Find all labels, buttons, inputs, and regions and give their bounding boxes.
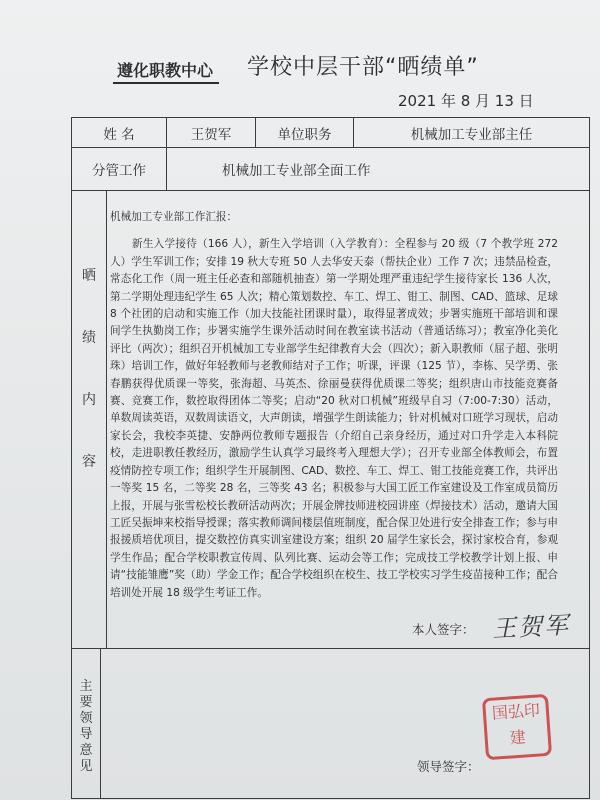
report-body: 新生入学接待（166 人），新生入学培训（入学教育）：全程参与 20 级（7 个教学班 272 人）学生军训工作；安排 19 秋大专班 50 人去华安天泰（帮扶企业）工作 7 次；违禁品检查，常态化工作（周一班主任必查和部随机抽查）第一学期处理严重违纪学生接待家长 136 人次，第二学期处理违纪学生 65 人次；精心策划数控、车工、焊工、钳工、制图、CAD、篮球、足球 8 个社团的启动和实施工作（加大技能社团课时量），取得显著成效；步署实施班干部培训和课间学生执勤岗工作；步署实施学生课外活动时间在教室读书活动（普通话练习）；教室净化美化评比（两次）；组织召开机械加工专业部学生纪律教育大会（四次）；新入职教师（屈子超、张明珠）培训工作，做好年轻教师与老教师结对子工作；听课，评课（125 节），李栋、吴学勇、张春鹏获得优质课一等奖，张海超、马英杰、徐丽曼获得优质课二等奖；组织唐山市技能竞赛备赛、竞赛工作，数控取得团体二等奖；启动“20 秋对口机械”班级早自习（7:00-7:30）活动，单数周读英语，双数周读语文，大声朗读，增强学生朗读能力；针对机械对口班学习现状，启动家长会，我校李英捷、安静两位教师专题报告（介绍自己亲身经历，通过对口升学走入本科院校，走进职教任教经历，激励学生认真学习最终考入理想大学）；召开专业部全体教师会，布置疫情防控专项工作；组织学生开展制图、CAD、数控、车工、焊工、钳工技能竞赛工作，共评出一等奖 15 名，二等奖 28 名，三等奖 43 名；积极参与大国工匠工作室建设及工作室成员简历上报，开展与张雪松校长教研活动两次；开展金牌技师进校园讲座（焊接技术）活动，邀请大国工匠吴振坤来校指导授课；落实教师调间楼层值班制度，配合保卫处进行安全排查工作；参与申报援质培优项目，提交数控仿真实训室建设方案；组织 20 届学生家长会，探讨家校合育，参观学生作品；配合学校职教宣传周、队列比赛、运动会等工作；完成技工学校教学计划上报、申请“技能雏鹰”奖（助）学金工作；配合学校组织在校生、技工学校实习学生疫苗接种工作；配合培训处开展 18 级学生考证工作。 [110, 238, 558, 599]
leader-sign-label: 领导签字： [417, 759, 480, 774]
duty-row [72, 148, 590, 191]
content-row [72, 191, 590, 649]
position-value: 机械加工专业部主任 [354, 118, 590, 148]
content-label: 晒 绩 内 容 [82, 268, 96, 470]
review-label: 主 要 领 导 意 见 [79, 679, 93, 774]
seal-text: 国弘印建 [491, 700, 541, 748]
duty-label: 分管工作 [72, 148, 167, 191]
organization-name: 遵化职教中心 [113, 58, 219, 84]
name-value: 王贺军 [167, 118, 256, 148]
content-divider [106, 191, 107, 648]
document-title: 学校中层干部“晒绩单” [247, 55, 479, 80]
report-heading: 机械加工专业部工作汇报： [110, 211, 238, 223]
self-signature: 王贺军 [491, 610, 571, 644]
official-seal [482, 694, 552, 760]
position-label: 单位职务 [256, 118, 354, 148]
content-cell [72, 191, 590, 649]
review-row [72, 649, 590, 799]
performance-form [71, 117, 590, 799]
name-row [72, 118, 590, 148]
duty-value: 机械加工专业部全面工作 [167, 148, 590, 191]
name-label: 姓 名 [72, 118, 167, 148]
review-cell [72, 649, 590, 799]
report-text [110, 209, 558, 602]
document-date: 2021 年 8 月 13 日 [398, 92, 534, 110]
title-row [0, 48, 600, 80]
self-sign-label: 本人签字： [412, 622, 475, 637]
review-divider [100, 649, 101, 798]
